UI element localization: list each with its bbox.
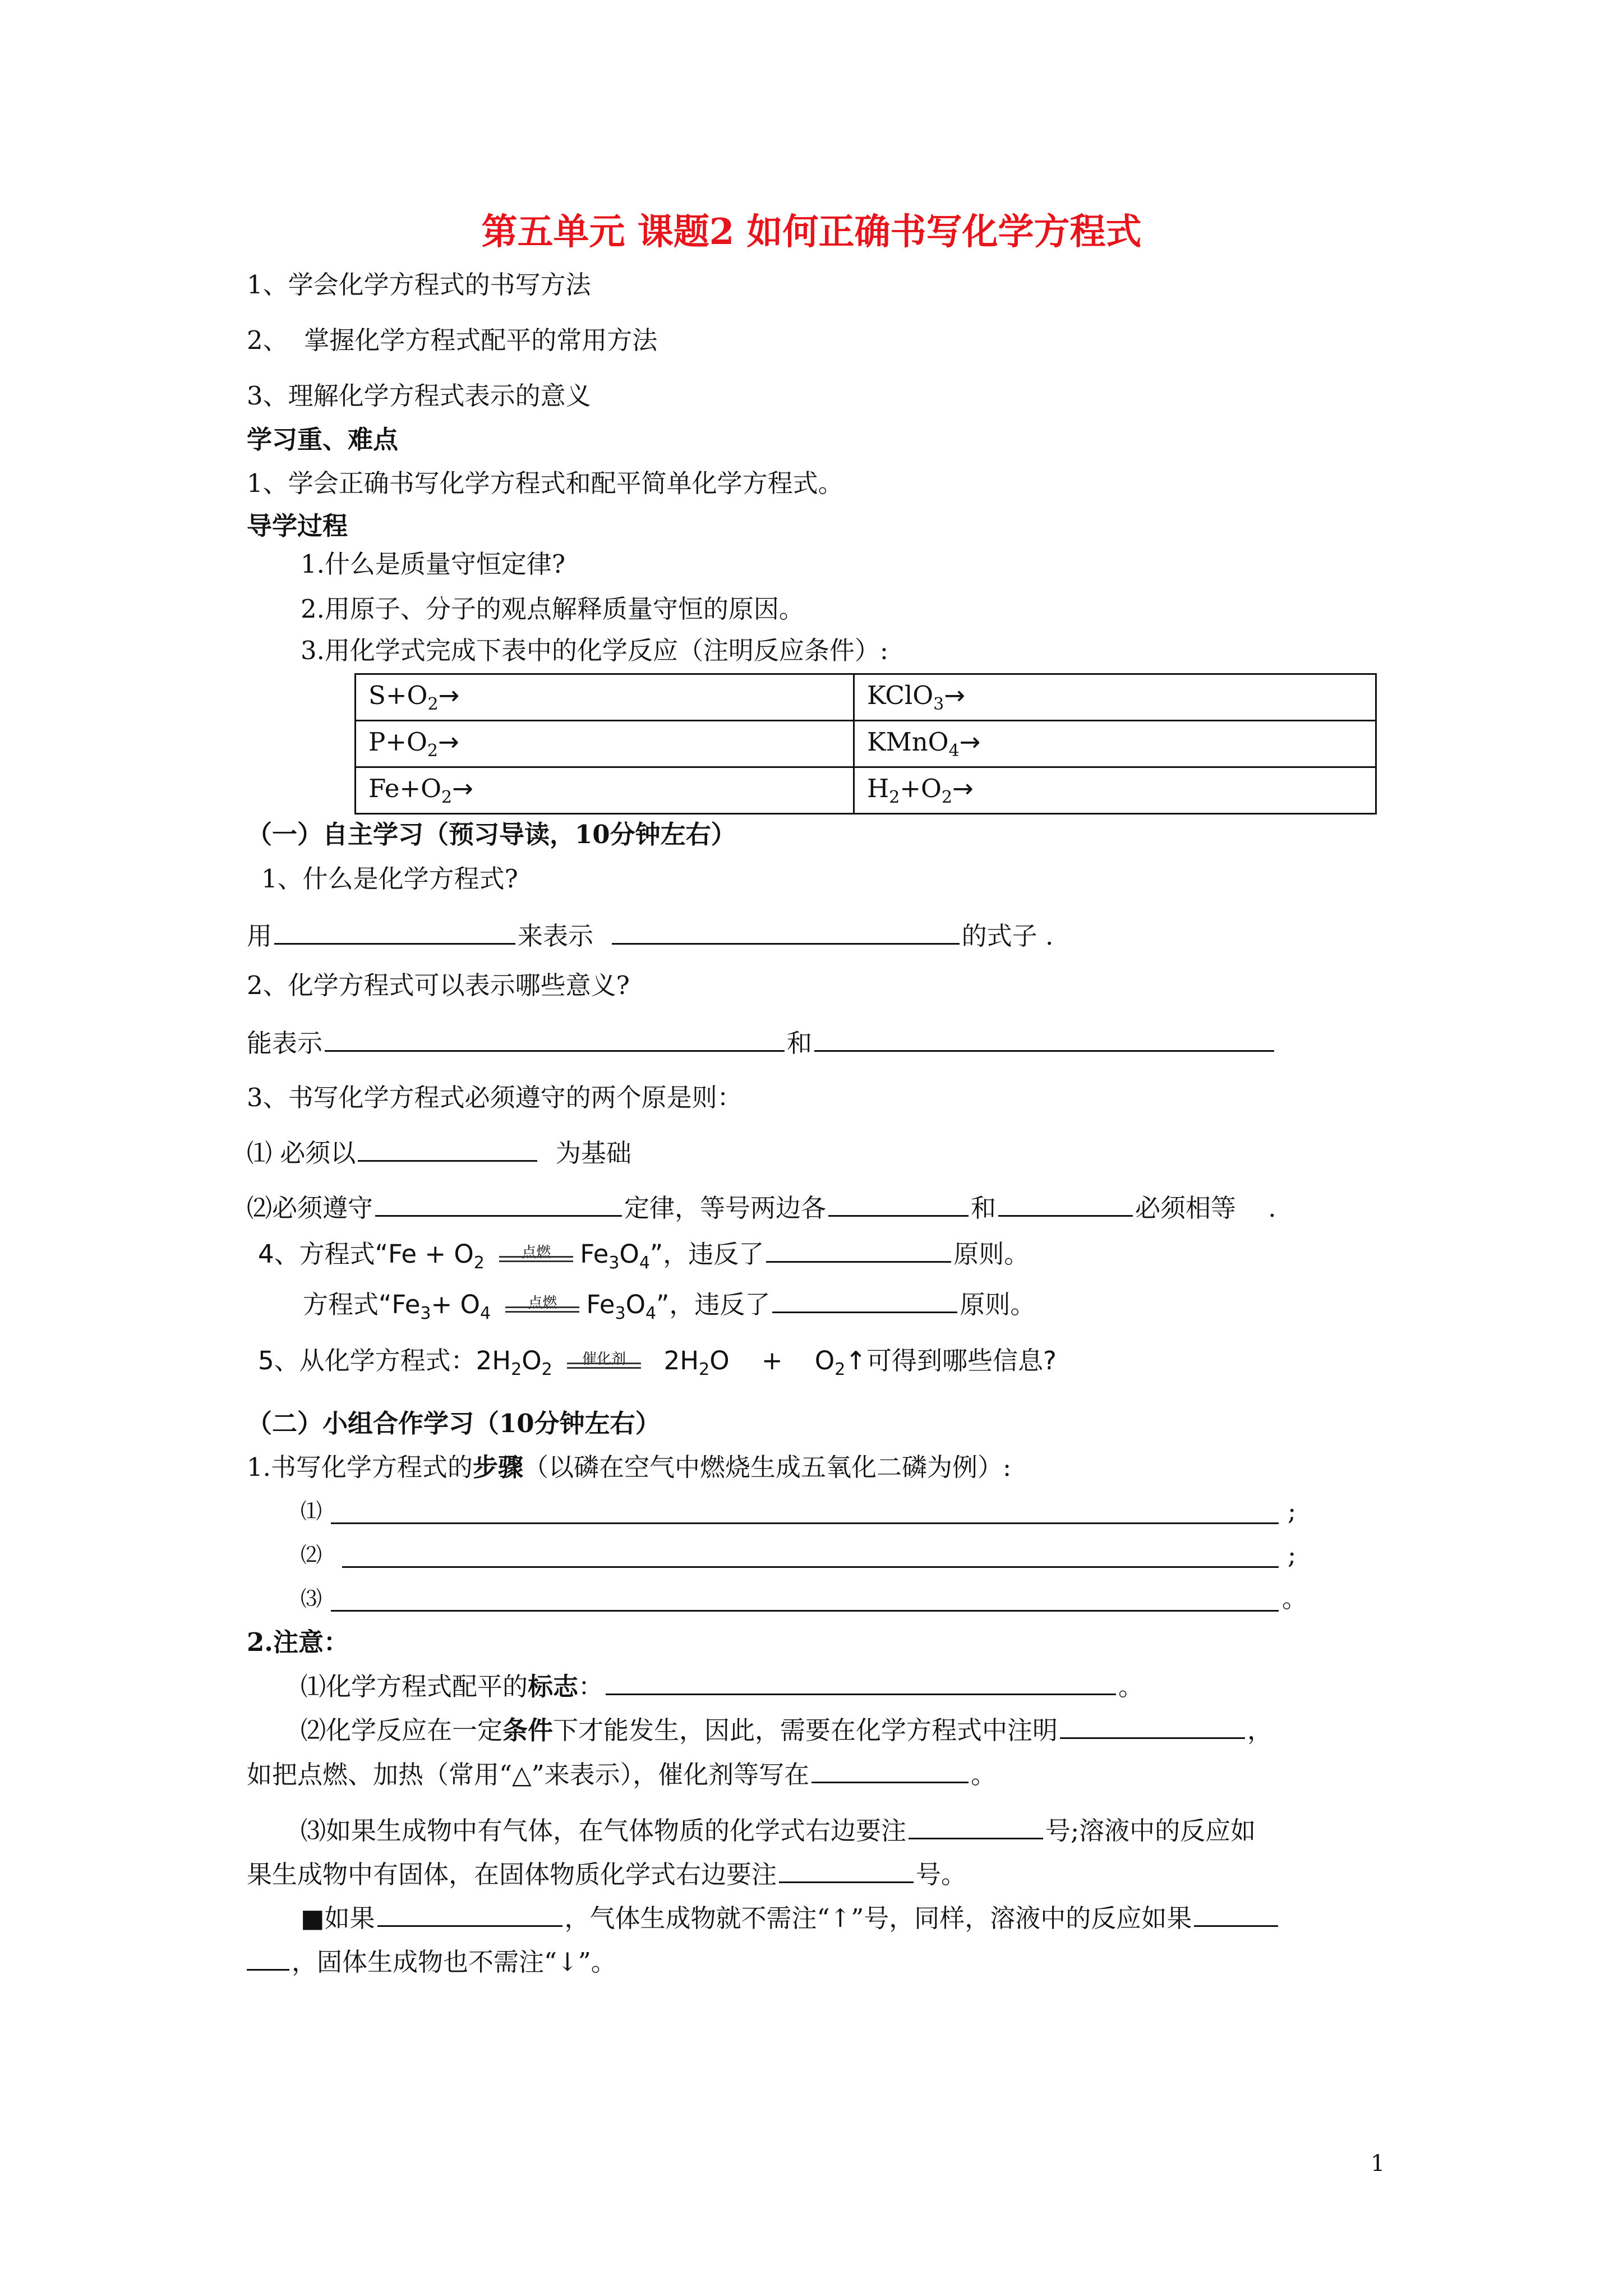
- blank-field[interactable]: [325, 1025, 785, 1052]
- blank-field[interactable]: [375, 1190, 622, 1217]
- note-2-line-2: 如把点燃、加热（常用“△”来表示），催化剂等写在 。: [247, 1757, 996, 1792]
- objective-2: 2、 掌握化学方程式配平的常用方法: [247, 325, 658, 355]
- guide-question-3: 3.用化学式完成下表中的化学反应（注明反应条件）:: [301, 636, 889, 665]
- page-title: 第五单元 课题2 如何正确书写化学方程式: [481, 211, 1142, 253]
- arrow-icon: →: [959, 727, 981, 757]
- reaction-cell: KClO$_3$→: [854, 674, 1376, 721]
- steps-heading: 1.书写化学方程式的步骤（以磷在空气中燃烧生成五氧化二磷为例）:: [247, 1452, 1012, 1482]
- key-points-heading: 学习重、难点: [247, 425, 399, 454]
- section-1-question-2: 2、化学方程式可以表示哪些意义?: [247, 970, 630, 1000]
- objective-1: 1、学会化学方程式的书写方法: [247, 270, 591, 300]
- reaction-table: [354, 673, 1377, 815]
- step-2-line[interactable]: [342, 1566, 1279, 1568]
- reaction-cell: $Fe+O_2\to$: [356, 767, 854, 814]
- fill-line-meaning: 能表示 和: [247, 1025, 1276, 1060]
- blank-field[interactable]: [1194, 1901, 1278, 1927]
- blank-field[interactable]: [274, 918, 515, 945]
- note-2: ⑵化学反应在一定条件下才能发生，因此，需要在化学方程式中注明 ，: [301, 1713, 1272, 1747]
- fill-line-principle-1: ⑴ 必须以 为基础: [247, 1135, 631, 1170]
- table-row: [356, 767, 1376, 814]
- reaction-cell: $H_2+O_2\to$: [854, 767, 1376, 814]
- guide-question-2: 2.用原子、分子的观点解释质量守恒的原因。: [301, 594, 804, 624]
- step-2-end: ;: [1288, 1540, 1297, 1570]
- note-4: ■如果 ，气体生成物就不需注“↑”号，同样，溶液中的反应如果: [301, 1901, 1280, 1935]
- note-3: ⑶如果生成物中有气体，在气体物质的化学式右边要注 号;溶液中的反应如: [301, 1813, 1256, 1848]
- blank-field[interactable]: [828, 1190, 969, 1217]
- step-1-end: ;: [1288, 1496, 1297, 1526]
- section-1-question-3: 3、书写化学方程式必须遵守的两个原是则：: [247, 1083, 743, 1112]
- objective-3: 3、理解化学方程式表示的意义: [247, 381, 591, 411]
- table-row: [356, 721, 1376, 767]
- step-1-label: ⑴: [301, 1499, 322, 1524]
- arrow-icon: →: [452, 774, 473, 803]
- blank-field[interactable]: [766, 1236, 951, 1263]
- fill-line-definition: 用 来表示 的式子 .: [247, 918, 1053, 953]
- guide-question-1: 1.什么是质量守恒定律?: [301, 549, 566, 579]
- fill-line-principle-2: ⑵必须遵守 定律，等号两边各 和 必须相等 .: [247, 1190, 1276, 1225]
- note-4-line-2: ，固体生成物也不需注“↓”。: [247, 1944, 616, 1979]
- equation-question-4b: 方程式“$Fe_3+ O_4$ 点燃 $Fe_3O_4$”，违反了 原则。: [303, 1287, 1035, 1331]
- section-2-heading: （二）小组合作学习（10分钟左右）: [247, 1409, 661, 1438]
- equation-question-5: 5、从化学方程式：$2H_2O_2$ 催化剂 $2H_2O$ + $O_2↑$可得到哪些信息?: [258, 1346, 1057, 1379]
- key-points-item: 1、学会正确书写化学方程式和配平简单化学方程式。: [247, 468, 843, 498]
- reaction-condition: 点燃: [497, 1239, 575, 1273]
- blank-field[interactable]: [909, 1813, 1043, 1839]
- notes-heading: 2.注意：: [247, 1627, 349, 1657]
- reaction-cell: $P+O_2\to$: [356, 721, 854, 767]
- blank-field[interactable]: [358, 1135, 537, 1162]
- arrow-icon: →: [438, 680, 460, 710]
- blank-field[interactable]: [998, 1190, 1133, 1217]
- page-number: 1: [1371, 2151, 1385, 2177]
- section-1-question-1: 1、什么是化学方程式?: [261, 864, 518, 894]
- guide-heading: 导学过程: [247, 511, 348, 541]
- step-3-label: ⑶: [301, 1586, 322, 1611]
- blank-field[interactable]: [377, 1901, 562, 1927]
- blank-field[interactable]: [1060, 1713, 1245, 1739]
- equation-question-4: 4、方程式“$Fe + O_2$ 点燃 $Fe_3O_4$”，违反了 原则。: [258, 1236, 1029, 1280]
- note-3-line-2: 果生成物中有固体，在固体物质化学式右边要注 号。: [247, 1857, 966, 1892]
- arrow-icon: →: [437, 727, 459, 757]
- reaction-condition: 催化剂: [565, 1346, 643, 1379]
- blank-field[interactable]: [772, 1287, 957, 1313]
- step-1-line[interactable]: [331, 1522, 1279, 1524]
- reaction-cell: $S+O_2\to$: [356, 674, 854, 721]
- arrow-icon: →: [944, 680, 965, 710]
- blank-field[interactable]: [779, 1857, 914, 1883]
- table-row: [356, 674, 1376, 721]
- step-3-end: 。: [1282, 1584, 1308, 1613]
- step-3-line[interactable]: [331, 1610, 1279, 1612]
- reaction-condition: 点燃: [503, 1290, 582, 1323]
- reaction-cell: KMnO$_4$→: [854, 721, 1376, 767]
- blank-field[interactable]: [606, 1669, 1116, 1695]
- note-1: ⑴化学方程式配平的标志： 。: [301, 1669, 1144, 1704]
- section-1-heading: （一）自主学习（预习导读，10分钟左右）: [247, 820, 736, 849]
- blank-field[interactable]: [811, 1757, 969, 1783]
- arrow-icon: →: [952, 774, 974, 803]
- step-2-label: ⑵: [301, 1543, 322, 1567]
- blank-field[interactable]: [814, 1025, 1274, 1052]
- blank-field[interactable]: [247, 1944, 289, 1971]
- blank-field[interactable]: [612, 918, 960, 945]
